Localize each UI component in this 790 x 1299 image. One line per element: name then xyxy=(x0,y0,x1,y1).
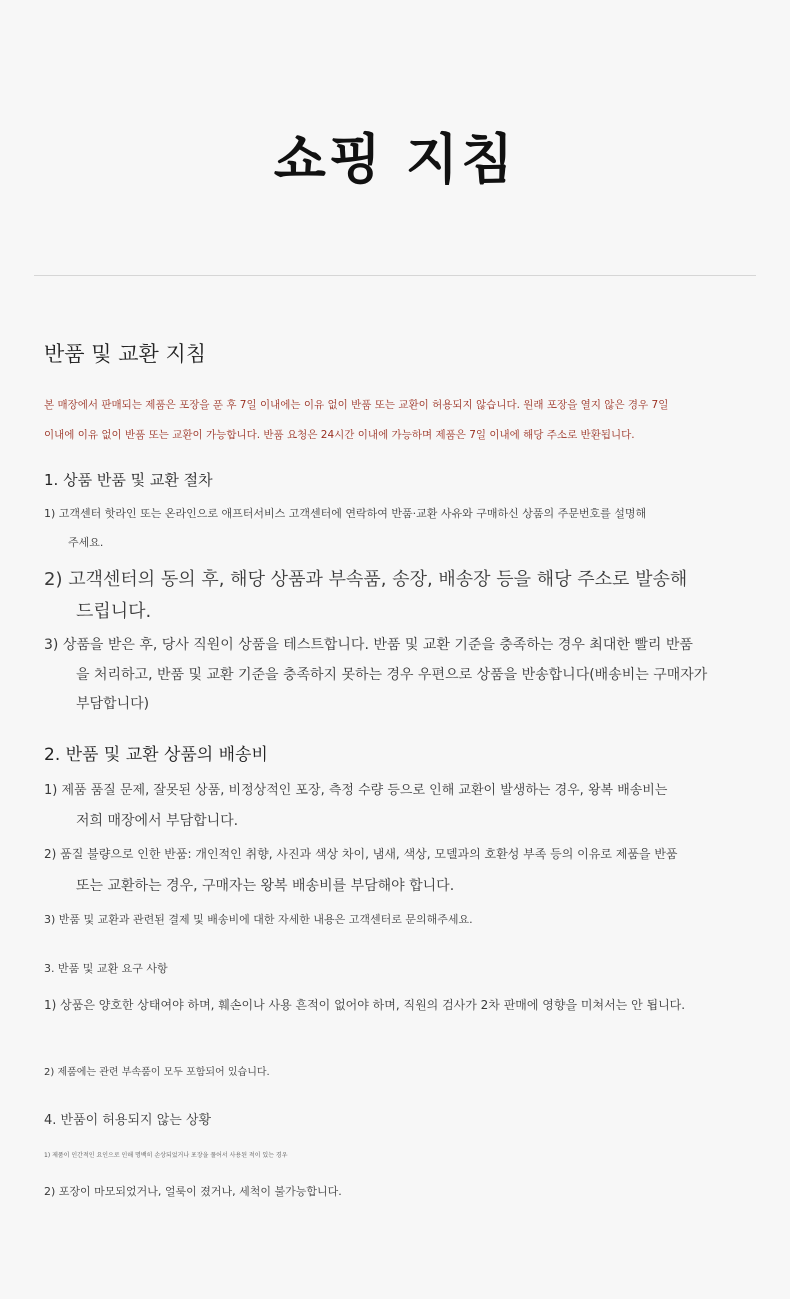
section1-item3-line1: 3) 상품을 받은 후, 당사 직원이 상품을 테스트합니다. 반품 및 교환 기준을 충족하는 경우 최대한 빨리 반품 xyxy=(44,637,693,653)
section4-heading: 4. 반품이 허용되지 않는 상황 xyxy=(44,1113,212,1128)
section3-item1: 1) 상품은 양호한 상태여야 하며, 훼손이나 사용 흔적이 없어야 하며, 직원의 검사가 2차 판매에 영향을 미쳐서는 안 됩니다. xyxy=(44,998,686,1012)
section1-item1-line1: 1) 고객센터 핫라인 또는 온라인으로 애프터서비스 고객센터에 연락하여 반품·교환 사유와 구매하신 상품의 주문번호를 설명해 xyxy=(44,507,647,520)
main-heading: 반품 및 교환 지침 xyxy=(44,342,207,366)
divider xyxy=(34,275,756,276)
section3-heading: 3. 반품 및 교환 요구 사항 xyxy=(44,962,168,975)
section1-item1-line2: 주세요. xyxy=(68,536,104,549)
intro-line-1: 본 매장에서 판매되는 제품은 포장을 푼 후 7일 이내에는 이유 없이 반품 또는 교환이 허용되지 않습니다. 원래 포장을 열지 않은 경우 7일 xyxy=(44,399,669,411)
intro-line-2: 이내에 이유 없이 반품 또는 교환이 가능합니다. 반품 요청은 24시간 이내에 가능하며 제품은 7일 이내에 해당 주소로 반환됩니다. xyxy=(44,429,635,441)
section2-item1-line2: 저희 매장에서 부담합니다. xyxy=(76,813,239,829)
section1-item2-line2: 드립니다. xyxy=(76,601,152,622)
section4-item1: 1) 제품이 인간적인 요인으로 인해 명백히 손상되었거나 포장을 풀어서 사용된 적이 있는 경우 xyxy=(44,1152,288,1159)
section1-item3-line2: 을 처리하고, 반품 및 교환 기준을 충족하지 못하는 경우 우편으로 상품을 반송합니다(배송비는 구매자가 xyxy=(76,667,708,683)
section2-item1-line1: 1) 제품 품질 문제, 잘못된 상품, 비정상적인 포장, 측정 수량 등으로 인해 교환이 발생하는 경우, 왕복 배송비는 xyxy=(44,783,668,798)
section2-item3: 3) 반품 및 교환과 관련된 결제 및 배송비에 대한 자세한 내용은 고객센터로 문의해주세요. xyxy=(44,913,473,926)
section2-item2-line2: 또는 교환하는 경우, 구매자는 왕복 배송비를 부담해야 합니다. xyxy=(76,878,455,894)
section1-item2-line1: 2) 고객센터의 동의 후, 해당 상품과 부속품, 송장, 배송장 등을 해당 주소로 발송해 xyxy=(44,569,688,590)
section1-heading: 1. 상품 반품 및 교환 절차 xyxy=(44,471,213,489)
page-title: 쇼핑 지침 xyxy=(273,128,517,191)
section2-heading: 2. 반품 및 교환 상품의 배송비 xyxy=(44,745,268,765)
section1-item3-line3: 부담합니다) xyxy=(76,696,150,712)
section4-item2: 2) 포장이 마모되었거나, 얼룩이 졌거나, 세척이 불가능합니다. xyxy=(44,1185,342,1198)
section3-item2: 2) 제품에는 관련 부속품이 모두 포함되어 있습니다. xyxy=(44,1067,270,1078)
section2-item2-line1: 2) 품질 불량으로 인한 반품: 개인적인 취향, 사진과 색상 차이, 냄새, 색상, 모델과의 호환성 부족 등의 이유로 제품을 반품 xyxy=(44,847,678,861)
